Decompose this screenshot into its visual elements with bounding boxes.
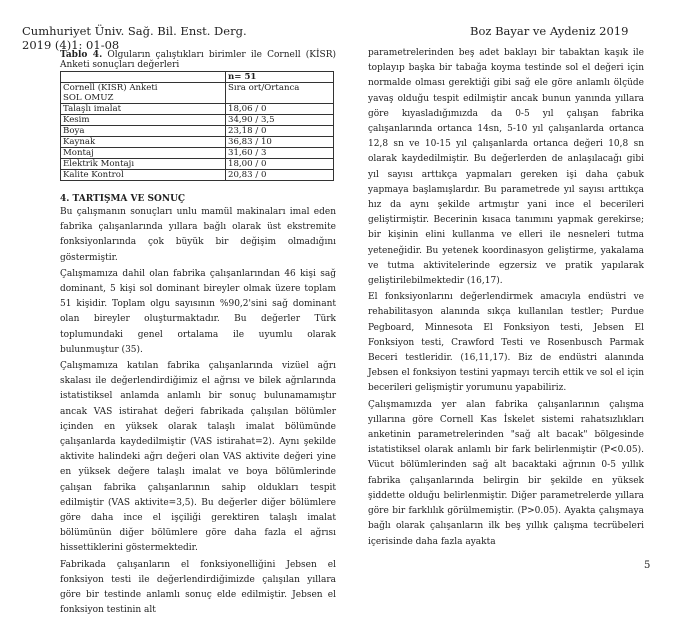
table-cell-value: 36,83 / 10: [226, 137, 334, 148]
table-row: [61, 126, 334, 137]
table-header-cell: [61, 83, 226, 104]
table-caption-label: Tablo 4.: [60, 50, 103, 60]
paragraph: Fabrikada çalışanların el fonksiyonelliğini Jebsen el fonksiyon testi ile değerlendirdiğimizde çalışılan yıllara göre bir testinde anlamlı sonuç elde edilmiştir. Jebsen el fonksiyon testinin alt: [60, 559, 336, 616]
paragraph: Çalışmamızda yer alan fabrika çalışanlarının çalışma yıllarına göre Cornell Kas İskelet sistemi rahatsızlıkları anketinin parametrelerinden "sağ alt bacak" bölgesinde istatistiksel olarak anlamlı bir fark belirlenmiştir (P<0.05). Vücut bölümlerinden sağ alt bacaktaki ağrının 0-5 yıllık fabrika çalışanlarında belirgin bir şekilde en yüksek şiddette olduğu belirlenmiştir. Diğer parametrelerde yıllara göre bir farklılık görülmemiştir. (P>0.05). Ayakta çalışmaya bağlı olarak çalışanların ilk beş yıllık çalışma tecrübeleri içerisinde daha fazla ayakta: [368, 399, 644, 547]
journal-issue: 2019 (4)1: 01-08: [22, 38, 120, 52]
table-body: [61, 104, 334, 181]
table-cell-value: 34,90 / 3,5: [226, 115, 334, 126]
table-row: [61, 148, 334, 159]
table-n-label: n= 51: [226, 72, 334, 83]
table-row: [61, 104, 334, 115]
authors-header: Boz Bayar ve Aydeniz 2019: [470, 24, 629, 38]
table-cell-unit: Kalite Kontrol: [61, 170, 226, 181]
paragraph: Çalışmamıza dahil olan fabrika çalışanlarından 46 kişi sağ dominant, 5 kişi sol dominant bireyler olmak üzere toplam 51 kişidir. Toplam olgu sayısının %90,2'sini sağ dominant olan bireyler oluşturmaktadır. Bu değerler Türk toplumundaki genel ortalama ile uyumlu olarak bulunmuştur (35).: [60, 268, 336, 355]
paragraph: Bu çalışmanın sonuçları unlu mamül makinaları imal eden fabrika çalışanlarında yıllara bağlı olarak üst ekstremite fonksiyonlarında çok büyük bir değişim olmadığını göstermiştir.: [60, 207, 336, 263]
table-head-questionnaire: Cornell (KİSR) Anketi: [63, 83, 158, 93]
left-body-text: [60, 205, 336, 618]
table-row: [61, 115, 334, 126]
table-cell-unit: Talaşlı imalat: [61, 104, 226, 115]
paragraph: parametrelerinden beş adet baklayı bir tabaktan kaşık ile toplayıp başka bir tabağa koyma testinde sol el değeri için normalde olması gerektiği gibi sağ ele göre anlamlı ölçüde yavaş olduğu tespit edilmiştir ancak bunun yanında yıllara göre kıyasladığımızda da 0-5 yıl çalışan fabrika çalışanlarında ortanca 14sn, 5-10 yıl çalışanlarda ortanca 12,8 sn ve 10-15 yıl çalışanlarda ortanca değeri 10,8 sn olarak kaydedilmiştir. Bu değerlerden de anlaşılacağı gibi yıl sayısı arttıkça yapmaları gereken işi daha çabuk yapmaya başlamışlardır. Bu parametrede yıl sayısı arttıkça hız da aynı şekilde artmıştır yani ince el becerileri geliştirmiştir. Becerinin kısaca tanımını yapmak gerekirse; bir kişinin elini kullanma ve elleri ile nesneleri tutma yeteneğidir. Bu yetenek koordinasyon geliştirme, yakalama ve tutma aktivitelerinde egzersiz ve pratik yapılarak geliştirilebilmektedir (16,17).: [368, 48, 644, 287]
table-row: [61, 159, 334, 170]
table-caption: [60, 50, 336, 70]
right-column: [368, 46, 644, 551]
table-cell-value: 20,83 / 0: [226, 170, 334, 181]
table-row: [61, 170, 334, 181]
table-cell-unit: Elektrik Montajı: [61, 159, 226, 170]
table-header-row: [61, 72, 334, 83]
section-title: 4. TARTIŞMA VE SONUÇ: [60, 194, 186, 204]
journal-name: Cumhuriyet Üniv. Sağ. Bil. Enst. Derg.: [22, 24, 247, 38]
journal-header: [22, 24, 247, 52]
table-row: [61, 137, 334, 148]
table-header-empty: [61, 72, 226, 83]
table-cell-value: 18,00 / 0: [226, 159, 334, 170]
table-head-region: SOL OMUZ: [63, 93, 114, 103]
table-head-stat: Sıra ort/Ortanca: [226, 83, 334, 104]
table-cell-unit: Kaynak: [61, 137, 226, 148]
paragraph: Çalışmamıza katılan fabrika çalışanlarında vizüel ağrı skalası ile değerlendirdiğimiz el ağrısı ve bilek ağrılarında istatistiksel anlamda anlamlı bir sonuç bulunamamıştır ancak VAS istirahat değeri fabrikada çalışılan bölümler içinden en yüksek olarak talaşlı imalat bölümünde çalışanlarda kaydedilmiştir (VAS istirahat=2). Aynı şekilde aktivite halindeki ağrı değeri olan VAS aktivite değeri yine en yüksek değere talaşlı imalat ve boya bölümlerinde çalışan fabrika çalışanlarının sahip oldukları tespit edilmiştir (VAS aktivite=3,5). Bu değerler diğer bölümlere göre daha ince el işçiliği gerektiren talaşlı imalat bölümünün diğer bölümlere göre daha fazla el ağrısı hissettiklerini göstermektedir.: [60, 361, 336, 554]
table-caption-text: Olguların çalıştıkları birimler ile Cornell (KİSR) Anketi sonuçları değerleri: [60, 50, 337, 70]
page-number: 5: [644, 560, 651, 571]
right-body-text: [368, 46, 644, 550]
table-cell-unit: Kesim: [61, 115, 226, 126]
results-table: [60, 71, 334, 181]
table-cell-value: 31,60 / 3: [226, 148, 334, 159]
table-cell-unit: Montaj: [61, 148, 226, 159]
table-header-row: [61, 83, 334, 104]
table-cell-unit: Boya: [61, 126, 226, 137]
table-cell-value: 23,18 / 0: [226, 126, 334, 137]
paragraph: El fonksiyonlarını değerlendirmek amacıyla endüstri ve rehabilitasyon alanında sıkça kullanılan testler; Purdue Pegboard, Minnesota El Fonksiyon testi, Jebsen El Fonksiyon testi, Crawford Testi ve Rosenbusch Parmak Beceri testleridir. (16,11,17). Biz de endüstri alanında Jebsen el fonksiyon testini yapmayı tercih ettik ve sol el için becerileri gelişmiştir yorumunu yapabiliriz.: [368, 292, 644, 394]
left-column: [60, 50, 336, 619]
table-cell-value: 18,06 / 0: [226, 104, 334, 115]
